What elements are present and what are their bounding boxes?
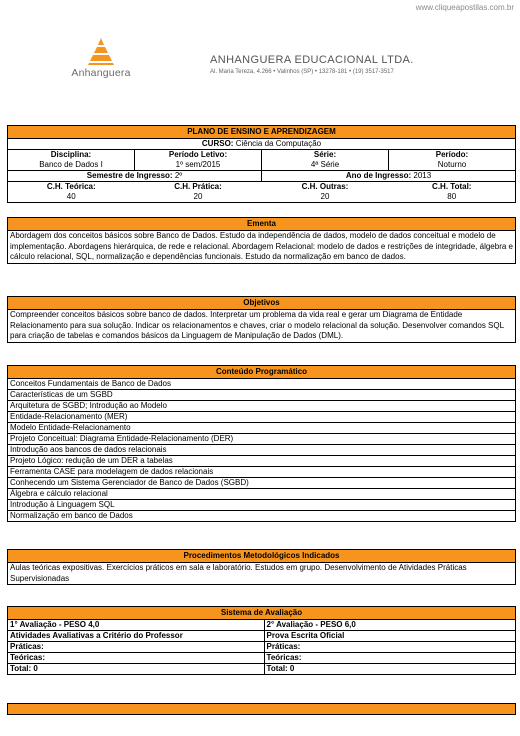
ch-teorica-label: C.H. Teórica: bbox=[46, 182, 96, 191]
periodo-label: Período: bbox=[435, 150, 469, 159]
list-item: Introdução à Linguagem SQL bbox=[8, 500, 516, 511]
avaliacao-1-sub: Atividades Avaliativas a Critério do Professor bbox=[8, 631, 265, 642]
avaliacao-1-teoricas: Teóricas: bbox=[8, 653, 265, 664]
ementa-text: Abordagem dos conceitos básicos sobre Banco de Dados. Estudo da independência de dados, modelo de dados conceitual e modelo de implementação. Abordagens hierárquica, de rede e relacional. Abordagem Relacional: modelo de dados e restrições de integridade, álgebra e cálculo relacional, SQL, normalização e dependências funcionais. Estudo da normalização em banco de dados. bbox=[8, 231, 516, 264]
plano-title: PLANO DE ENSINO E APRENDIZAGEM bbox=[8, 126, 516, 139]
semestre-value: 2º bbox=[174, 171, 183, 180]
avaliacao-2-praticas: Práticas: bbox=[264, 642, 515, 653]
ch-pratica-cell bbox=[135, 182, 262, 203]
curso-row bbox=[8, 139, 516, 150]
next-section-header bbox=[7, 703, 516, 715]
list-item: Modelo Entidade-Relacionamento bbox=[8, 423, 516, 434]
ch-pratica-value: 20 bbox=[193, 192, 203, 201]
watermark: www.cliqueapostilas.com.br bbox=[415, 3, 514, 12]
curso-value: Ciência da Computação bbox=[235, 139, 322, 148]
periodo-cell bbox=[389, 150, 516, 171]
disciplina-value: Banco de Dados I bbox=[39, 160, 103, 169]
disciplina-cell bbox=[8, 150, 135, 171]
ano-cell bbox=[262, 171, 516, 182]
serie-cell bbox=[262, 150, 389, 171]
avaliacao-1-heading: 1° Avaliação - PESO 4,0 bbox=[8, 620, 265, 631]
procedimentos-title: Procedimentos Metodológicos Indicados bbox=[8, 550, 516, 563]
periodo-value: Noturno bbox=[437, 160, 467, 169]
procedimentos-table bbox=[7, 549, 516, 585]
list-item: Ferramenta CASE para modelagem de dados relacionais bbox=[8, 467, 516, 478]
list-item: Conhecendo um Sistema Gerenciador de Banco de Dados (SGBD) bbox=[8, 478, 516, 489]
objetivos-text: Compreender conceitos básicos sobre banco de dados. Interpretar um problema da vida real e gerar um Diagrama de Entidade Relacionamento para sua solução. Indicar os relacionamentos e chaves, criar o modelo relacional da solução. Desenvolver comandos SQL para criação de tabelas e comandos básicos da Linguagem de Manipulação de Dados (DML). bbox=[8, 310, 516, 343]
ch-outras-value: 20 bbox=[320, 192, 330, 201]
periodo-letivo-label: Período Letivo: bbox=[168, 150, 228, 159]
ementa-title: Ementa bbox=[8, 218, 516, 231]
avaliacao-2-total: Total: 0 bbox=[264, 664, 515, 675]
ano-label: Ano de Ingresso: bbox=[345, 171, 412, 180]
logo-brand-text: Anhanguera bbox=[71, 67, 131, 79]
logo-icon bbox=[84, 38, 118, 66]
list-item: Características de um SGBD bbox=[8, 390, 516, 401]
ch-total-cell bbox=[389, 182, 516, 203]
company-header bbox=[210, 54, 414, 75]
list-item: Entidade-Relacionamento (MER) bbox=[8, 412, 516, 423]
ch-outras-cell bbox=[262, 182, 389, 203]
conteudo-title: Conteúdo Programático bbox=[8, 366, 516, 379]
list-item: Projeto Conceitual: Diagrama Entidade-Relacionamento (DER) bbox=[8, 434, 516, 445]
list-item: Álgebra e cálculo relacional bbox=[8, 489, 516, 500]
semestre-cell bbox=[8, 171, 262, 182]
avaliacao-1-praticas: Práticas: bbox=[8, 642, 265, 653]
disciplina-label: Disciplina: bbox=[50, 150, 92, 159]
ementa-table bbox=[7, 217, 516, 264]
periodo-letivo-cell bbox=[135, 150, 262, 171]
avaliacao-2-teoricas: Teóricas: bbox=[264, 653, 515, 664]
conteudo-table bbox=[7, 365, 516, 522]
avaliacao-1-total: Total: 0 bbox=[8, 664, 265, 675]
periodo-letivo-value: 1º sem/2015 bbox=[175, 160, 221, 169]
ch-total-value: 80 bbox=[447, 192, 457, 201]
list-item: Conceitos Fundamentais de Banco de Dados bbox=[8, 379, 516, 390]
plano-table bbox=[7, 125, 516, 203]
avaliacao-title: Sistema de Avaliação bbox=[8, 607, 516, 620]
list-item: Projeto Lógico: redução de um DER a tabelas bbox=[8, 456, 516, 467]
semestre-label: Semestre de Ingresso: bbox=[86, 171, 173, 180]
ch-outras-label: C.H. Outras: bbox=[301, 182, 349, 191]
avaliacao-2-heading: 2° Avaliação - PESO 6,0 bbox=[264, 620, 515, 631]
company-address: Al. Maria Tereza, 4.266 • Valinhos (SP) • 13278-181 • (19) 3517-3517 bbox=[210, 69, 394, 75]
ch-teorica-value: 40 bbox=[66, 192, 76, 201]
ch-pratica-label: C.H. Prática: bbox=[174, 182, 222, 191]
list-item: Introdução aos bancos de dados relacionais bbox=[8, 445, 516, 456]
objetivos-title: Objetivos bbox=[8, 297, 516, 310]
procedimentos-text: Aulas teóricas expositivas. Exercícios práticos em sala e laboratório. Estudos em grupo. Desenvolvimento de Atividades Práticas Supervisionadas bbox=[8, 563, 516, 585]
ano-value: 2013 bbox=[413, 171, 432, 180]
serie-value: 4ª Série bbox=[310, 160, 340, 169]
objetivos-table bbox=[7, 296, 516, 343]
anhanguera-logo bbox=[64, 38, 138, 79]
ch-total-label: C.H. Total: bbox=[432, 182, 472, 191]
ch-teorica-cell bbox=[8, 182, 135, 203]
curso-label: CURSO: bbox=[201, 139, 234, 148]
list-item: Arquitetura de SGBD; Introdução ao Modelo bbox=[8, 401, 516, 412]
company-name: ANHANGUERA EDUCACIONAL LTDA. bbox=[210, 54, 414, 66]
serie-label: Série: bbox=[313, 150, 337, 159]
list-item: Normalização em banco de Dados bbox=[8, 511, 516, 522]
avaliacao-table bbox=[7, 606, 516, 675]
avaliacao-2-sub: Prova Escrita Oficial bbox=[264, 631, 515, 642]
